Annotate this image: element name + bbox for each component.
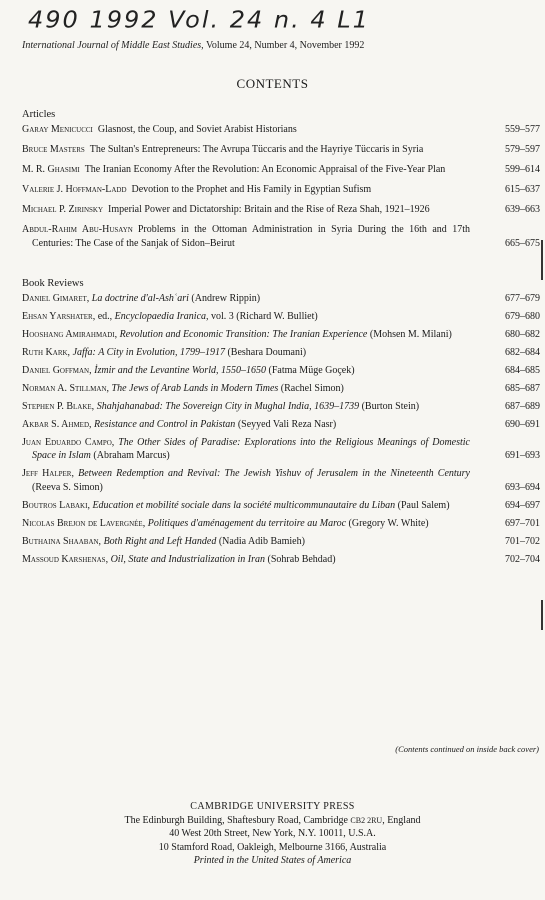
reviewer: (Andrew Rippin) — [191, 292, 261, 304]
article-author: M. R. Ghasimi — [22, 164, 80, 175]
reviewer: (Mohsen M. Milani) — [369, 328, 452, 340]
review-author: Hooshang Amirahmadi, — [22, 328, 118, 340]
review-author: Ehsan Yarshater, — [22, 310, 96, 322]
article-text — [22, 163, 470, 177]
review-book-title: Between Redemption and Revival: The Jewish Yishuv of Jerusalem in the Nineteenth Century — [78, 468, 470, 479]
review-entry — [22, 346, 540, 360]
review-entry — [22, 364, 540, 378]
printed-in-text: Printed in the United States of America — [193, 855, 352, 866]
review-entry — [22, 499, 540, 513]
article-pages: 559–577 — [505, 124, 540, 135]
review-pages: 691–693 — [505, 450, 540, 461]
review-author: Nicolas Brejon de Lavergnée, — [22, 517, 146, 529]
review-author: Daniel Goffman, — [22, 364, 92, 376]
table-of-contents — [22, 108, 540, 571]
review-book-title: İzmir and the Levantine World, 1550–1650 — [94, 364, 266, 376]
review-entry — [22, 292, 540, 306]
publisher-address-us: 40 West 20th Street, New York, N.Y. 10011, U.S.A. — [169, 828, 376, 839]
review-text — [22, 517, 470, 531]
review-pages: 697–701 — [505, 517, 540, 529]
review-pages: 685–687 — [505, 382, 540, 394]
review-text — [22, 436, 470, 463]
review-text — [22, 292, 470, 306]
review-pages: 701–702 — [505, 535, 540, 547]
review-pages: 694–697 — [505, 499, 540, 511]
review-entry — [22, 310, 540, 324]
review-book-title: Education et mobilité sociale dans la société multicommunautaire du Liban — [92, 499, 396, 511]
article-title: Problems in the Ottoman Administration in Syria During the 16th and 17th Centuries: The Case of the Sanjak of Sidon–Beirut — [32, 224, 470, 249]
review-text — [22, 467, 470, 494]
articles-list — [22, 123, 540, 250]
article-pages: 599–614 — [505, 164, 540, 175]
review-book-title: Politiques d'aménagement du territoire au Maroc — [147, 517, 347, 529]
review-text — [22, 499, 470, 513]
article-author: Michael P. Zirinsky — [22, 204, 104, 215]
article-pages: 615–637 — [505, 184, 540, 195]
journal-name: International Journal of Middle East Studies, — [22, 40, 204, 51]
reviewer: (Beshara Doumani) — [227, 346, 307, 358]
review-pages: 682–684 — [505, 346, 540, 358]
review-text — [22, 310, 470, 324]
review-text — [22, 382, 470, 396]
article-title: Glasnost, the Coup, and Soviet Arabist Historians — [97, 124, 297, 135]
review-text — [22, 553, 470, 567]
address-uk-postcode: CB2 2RU — [350, 815, 383, 825]
article-text — [22, 203, 470, 217]
journal-header — [22, 40, 522, 51]
reviewer: (Paul Salem) — [397, 499, 450, 511]
review-title-suffix: vol. 3 — [211, 310, 234, 322]
article-pages: 665–675 — [505, 237, 540, 249]
review-author: Boutros Labaki, — [22, 499, 90, 511]
review-text — [22, 535, 470, 549]
review-book-title: Both Right and Left Handed — [103, 535, 217, 547]
review-book-title: Jaffa: A City in Evolution, 1799–1917 — [72, 346, 225, 358]
article-text — [22, 123, 470, 137]
article-author: Abdul-Rahim Abu-Husayn — [22, 224, 133, 235]
scan-edge-mark — [541, 600, 543, 630]
review-entry — [22, 517, 540, 531]
review-entry — [22, 535, 540, 549]
contents-continued-note: (Contents continued on inside back cover) — [395, 744, 539, 754]
reviewer: (Abraham Marcus) — [93, 450, 170, 461]
handwritten-catalog-note: 490 1992 Vol. 24 n. 4 L1 — [28, 6, 370, 34]
article-author: Valerie J. Hoffman-Ladd — [22, 184, 127, 195]
review-pages: 690–691 — [505, 418, 540, 430]
article-entry — [22, 163, 540, 177]
contents-title: CONTENTS — [236, 76, 309, 91]
review-author: Massoud Karshenas, — [22, 553, 109, 565]
review-entry — [22, 382, 540, 396]
reviewer: (Rachel Simon) — [280, 382, 344, 394]
article-pages: 639–663 — [505, 204, 540, 215]
article-pages: 579–597 — [505, 144, 540, 155]
review-author: Daniel Gimaret, — [22, 292, 90, 304]
review-book-title: Resistance and Control in Pakistan — [94, 418, 236, 430]
review-book-title: The Jews of Arab Lands in Modern Times — [111, 382, 279, 394]
article-text — [22, 223, 470, 250]
review-title-prefix: ed., — [97, 310, 113, 322]
reviewer: (Gregory W. White) — [348, 517, 429, 529]
article-entry — [22, 203, 540, 217]
article-entry — [22, 183, 540, 197]
review-book-title: Encyclopaedia Iranica, — [114, 310, 209, 322]
review-book-title: Oil, State and Industrialization in Iran — [110, 553, 266, 565]
review-entry — [22, 553, 540, 567]
article-entry — [22, 123, 540, 137]
review-author: Buthaina Shaaban, — [22, 535, 102, 547]
review-text — [22, 400, 470, 414]
address-uk-street: The Edinburgh Building, Shaftesbury Road, Cambridge — [124, 814, 348, 826]
review-pages: 693–694 — [505, 481, 540, 493]
book-reviews-list — [22, 292, 540, 567]
article-title: The Iranian Economy After the Revolution: An Economic Appraisal of the Five-Year Plan — [84, 164, 446, 175]
article-title: Devotion to the Prophet and His Family in Egyptian Sufism — [131, 184, 372, 195]
publisher-block — [0, 800, 545, 868]
review-text — [22, 328, 470, 342]
review-pages: 679–680 — [505, 310, 540, 322]
review-book-title: The Other Sides of Paradise: Explorations into the Religious Meanings of Domestic Space in Islam — [32, 436, 470, 461]
reviewer: (Fatma Müge Goçek) — [268, 364, 355, 376]
reviewer: (Richard W. Bulliet) — [236, 310, 318, 322]
printed-in — [0, 854, 545, 868]
review-pages: 687–689 — [505, 400, 540, 412]
review-pages: 702–704 — [505, 553, 540, 565]
review-author: Ruth Kark, — [22, 346, 71, 358]
review-entry — [22, 418, 540, 432]
review-author: Juan Eduardo Campo, — [22, 436, 115, 448]
review-entry — [22, 436, 540, 463]
address-uk-country: , England — [382, 814, 421, 826]
publisher-address-au: 10 Stamford Road, Oakleigh, Melbourne 3166, Australia — [158, 841, 387, 853]
review-author: Stephen P. Blake, — [22, 400, 95, 412]
article-text — [22, 183, 470, 197]
article-entry — [22, 143, 540, 157]
article-author: Garay Menicucci — [22, 124, 93, 135]
issue-info: Volume 24, Number 4, November 1992 — [203, 40, 365, 51]
review-book-title: Revolution and Economic Transition: The Iranian Experience — [119, 328, 368, 340]
review-text — [22, 364, 470, 378]
review-author: Norman A. Stillman, — [22, 382, 110, 394]
article-title: Imperial Power and Dictatorship: Britain and the Rise of Reza Shah, 1921–1926 — [108, 204, 430, 215]
review-entry — [22, 400, 540, 414]
review-pages: 677–679 — [505, 292, 540, 304]
review-entry — [22, 328, 540, 342]
article-author: Bruce Masters — [22, 144, 85, 155]
reviewer: (Nadia Adib Bamieh) — [218, 535, 305, 547]
review-entry — [22, 467, 540, 494]
review-author: Jeff Halper, — [22, 468, 74, 479]
reviewer: (Reeva S. Simon) — [32, 481, 103, 493]
book-reviews-heading: Book Reviews — [22, 277, 84, 289]
publisher-address-uk — [0, 814, 545, 828]
scan-edge-mark — [541, 240, 543, 280]
review-book-title: La doctrine d'al-Ashʿari — [91, 292, 189, 304]
article-title: The Sultan's Entrepreneurs: The Avrupa Tüccaris and the Hayriye Tüccaris in Syria — [89, 144, 424, 155]
review-text — [22, 346, 470, 360]
article-entry — [22, 223, 540, 250]
review-text — [22, 418, 470, 432]
publisher-name: CAMBRIDGE UNIVERSITY PRESS — [190, 801, 355, 812]
articles-heading: Articles — [22, 109, 56, 120]
review-pages: 680–682 — [505, 328, 540, 340]
reviewer: (Burton Stein) — [361, 400, 420, 412]
reviewer: (Seyyed Vali Reza Nasr) — [237, 418, 337, 430]
article-text — [22, 143, 470, 157]
reviewer: (Sohrab Behdad) — [267, 553, 336, 565]
review-book-title: Shahjahanabad: The Sovereign City in Mughal India, 1639–1739 — [96, 400, 360, 412]
review-author: Akbar S. Ahmed, — [22, 418, 92, 430]
review-pages: 684–685 — [505, 364, 540, 376]
